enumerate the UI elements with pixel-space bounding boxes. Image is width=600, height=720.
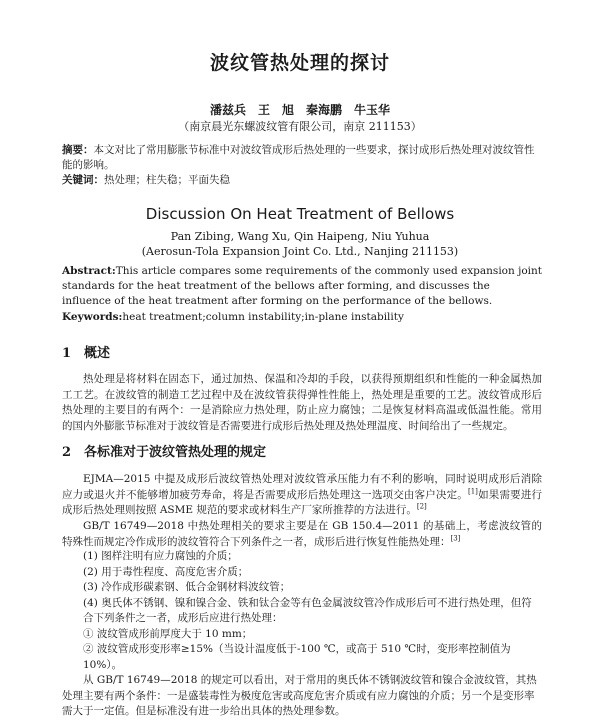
abstract-en-text: This article compares some requirements of the commonly used expansion joint standards for the heat treatment of the bellows after forming, and discusses the influence of the heat treatment after forming on the performance of the bellows.	[62, 265, 543, 307]
section-1-heading	[62, 342, 110, 361]
keywords-en-label: Keywords:	[62, 311, 123, 323]
section-2-paragraph-1	[62, 472, 542, 519]
paper-title-cn: 波纹管热处理的探讨	[209, 52, 390, 74]
s2p1-cont: 如果需要进行成形后热处理则按照 ASME 规范的要求或材料生产厂家所推荐的方法进行。	[62, 488, 543, 516]
sub-list-item: ① 波纹管成形前厚度大于 10 mm；	[83, 627, 253, 640]
section-2-heading	[62, 441, 266, 460]
s2p2-text: GB/T 16749—2018 中热处理相关的要求主要是在 GB 150.4—2011 的基础上，考虑波纹管的特殊性而规定冷作成形的波纹管符合下列条件之一者，成形后进行恢复性能热处理：	[62, 520, 542, 548]
paper-title-en: Discussion On Heat Treatment of Bellows	[145, 205, 455, 223]
list-item: (4) 奥氏体不锈钢、镍和镍合金、铁和钛合金等有色金属波纹管冷作成形后可不进行热处理，但符合下列条件之一者，成形后应进行热处理：	[83, 596, 532, 624]
keywords-en-text: heat treatment;column instability;in-plane instability	[122, 311, 404, 323]
affiliation-en: (Aerosun-Tola Expansion Joint Co. Ltd., Nanjing 211153)	[141, 245, 459, 258]
authors-en: Pan Zibing, Wang Xu, Qin Haipeng, Niu Yuhua	[170, 230, 430, 243]
keywords-en	[62, 310, 542, 325]
authors-cn: 潘兹兵 王 旭 秦海鹏 牛玉华	[209, 103, 390, 117]
condition-list	[62, 549, 542, 720]
section-1-number: 1	[62, 346, 72, 361]
section-2-paragraph-2	[62, 519, 542, 550]
keywords-cn	[62, 173, 542, 188]
keywords-cn-label: 关键词：	[62, 174, 104, 186]
list-item: (1) 图样注明有应力腐蚀的介质；	[83, 550, 238, 562]
section-1-paragraph: 热处理是将材料在固态下，通过加热、保温和冷却的手段，以获得预期组织和性能的一种金属热加工工艺。在波纹管的制造工艺过程中及在波纹管获得弹性性能上，热处理是重要的工艺。波纹管成形后热处理的主要目的有两个：一是消除应力热处理，防止应力腐蚀；二是恢复材料高温或低温性能。常用的国内外膨胀节标准对于波纹管是否需要进行成形后热处理及热处理温度、时间给出了一些规定。	[62, 373, 542, 432]
keywords-cn-text: 热处理；柱失稳；平面失稳	[104, 174, 230, 186]
s2p1-ref: [1]	[467, 487, 478, 495]
section-2-title: 各标准对于波纹管热处理的规定	[84, 445, 267, 460]
section-2-paragraph-3: 从 GB/T 16749—2018 的规定可以看出，对于常用的奥氏体不锈钢波纹管和镍合金波纹管，其热处理主要有两个条件：一是盛装毒性为极度危害或高度危害介质或有应力腐蚀的介质；另一个是变形率需大于一定值。但是标准没有进一步给出具体的热处理参数。	[62, 674, 537, 717]
affiliation-cn: （南京晨光东螺波纹管有限公司，南京 211153）	[178, 120, 422, 133]
abstract-cn	[62, 143, 542, 173]
s2p1-ref2: [2]	[416, 502, 427, 511]
s2p1-text: EJMA—2015 中提及成形后波纹管热处理对波纹管承压能力有不利的影响，同时说明成形后消除应力或退火并不能够增加疲劳寿命，将是否需要成形后热处理这一选项交由客户决定。	[62, 473, 542, 501]
abstract-en	[62, 264, 542, 309]
section-2-number: 2	[62, 445, 72, 460]
s2p2-ref: [3]	[450, 534, 461, 542]
section-1-title: 概述	[84, 346, 111, 361]
abstract-cn-label: 摘要：	[62, 144, 94, 156]
abstract-cn-text: 本文对比了常用膨胀节标准中对波纹管成形后热处理的一些要求，探讨成形后热处理对波纹管性能的影响。	[62, 144, 535, 171]
abstract-en-label: Abstract:	[62, 265, 116, 277]
list-item: (3) 冷作成形碳素钢、低合金钢材料波纹管；	[83, 581, 291, 593]
sub-list-item: ② 波纹管成形变形率≥15%（当设计温度低于-100 ℃，或高于 510 ℃时，变形率控制值为 10%）。	[83, 643, 511, 671]
list-item: (2) 用于毒性程度、高度危害介质；	[83, 565, 249, 578]
